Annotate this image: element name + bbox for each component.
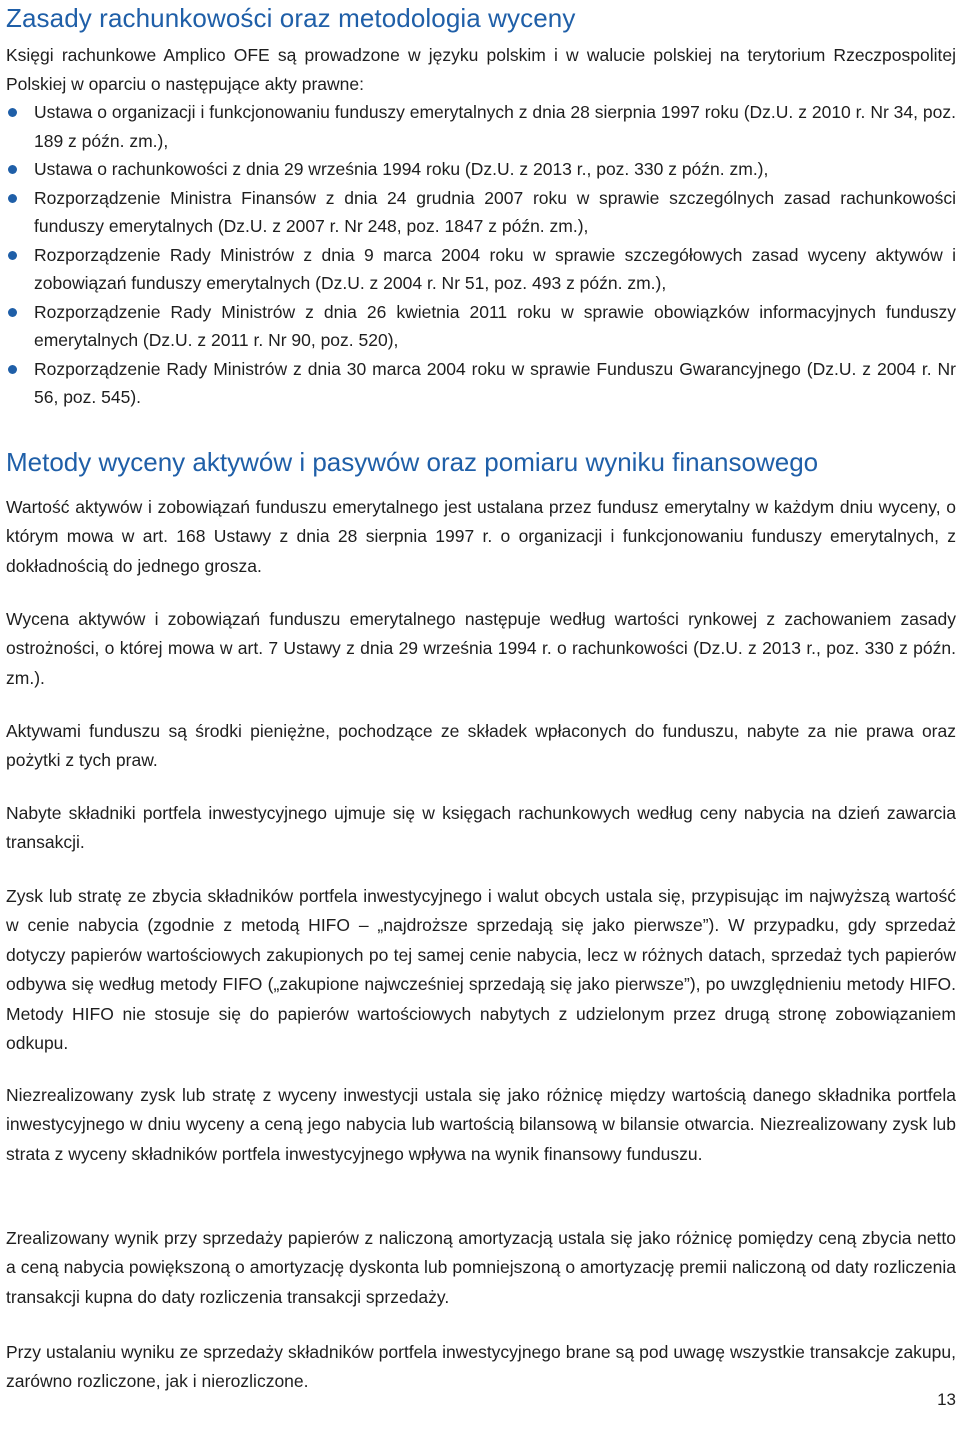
list-item	[6, 155, 956, 184]
list-item-text: Ustawa o organizacji i funkcjonowaniu funduszy emerytalnych z dnia 28 sierpnia 1997 roku (Dz.U. z 2010 r. Nr 34, poz. 189 z późn. zm.),	[34, 102, 956, 151]
list-item-text: Ustawa o rachunkowości z dnia 29 września 1994 roku (Dz.U. z 2013 r., poz. 330 z późn. zm.),	[34, 159, 769, 179]
paragraph-hifo-fifo: Zysk lub stratę ze zbycia składników portfela inwestycyjnego i walut obcych ustala się, przypisując im najwyższą wartość w cenie nabycia (zgodnie z metodą HIFO – „najdroższe sprzedają się jako pierwsze”). W przypadku, gdy sprzedaż dotyczy papierów wartościowych zakupionych po tej samej cenie nabycia, lecz w różnych datach, sprzedaż tych papierów odbywa się według metody FIFO („zakupione najwcześniej sprzedają się jako pierwsze”), po uwzględnieniu metody HIFO. Metody HIFO nie stosuje się do papierów wartościowych nabytych z udzielonym przez drugą stronę zobowiązaniem odkupu.	[6, 886, 956, 1054]
list-item	[6, 98, 956, 155]
bullet-icon	[8, 365, 17, 374]
legal-acts-list	[6, 98, 956, 412]
paragraph-acquired-components: Nabyte składniki portfela inwestycyjnego ujmuje się w księgach rachunkowych według ceny nabycia na dzień zawarcia transakcji.	[6, 803, 956, 853]
list-item-text: Rozporządzenie Ministra Finansów z dnia 24 grudnia 2007 roku w sprawie szczególnych zasad rachunkowości funduszy emerytalnych (Dz.U. z 2007 r. Nr 248, poz. 1847 z późn. zm.),	[34, 187, 956, 236]
bullet-icon	[8, 194, 17, 203]
list-item	[6, 241, 956, 298]
list-item	[6, 184, 956, 241]
intro-paragraph: Księgi rachunkowe Amplico OFE są prowadzone w języku polskim i w walucie polskiej na terytorium Rzeczpospolitej Polskiej w oparciu o następujące akty prawne:	[6, 45, 956, 94]
page-number: 13	[937, 1390, 956, 1409]
list-item-text: Rozporządzenie Rady Ministrów z dnia 9 marca 2004 roku w sprawie szczegółowych zasad wyceny aktywów i zobowiązań funduszy emerytalnych (Dz.U. z 2004 r. Nr 51, poz. 493 z późn. zm.),	[34, 244, 956, 293]
paragraph-unrealized-gain: Niezrealizowany zysk lub stratę z wyceny inwestycji ustala się jako różnicę między wartością danego składnika portfela inwestycyjnego w dniu wyceny a ceną jego nabycia lub wartością bilansową w bilansie otwarcia. Niezrealizowany zysk lub strata z wyceny składników portfela inwestycyjnego wpływa na wynik finansowy funduszu.	[6, 1085, 956, 1164]
bullet-icon	[8, 251, 17, 260]
list-item-text: Rozporządzenie Rady Ministrów z dnia 26 kwietnia 2011 roku w sprawie obowiązków informacyjnych funduszy emerytalnych (Dz.U. z 2011 r. Nr 90, poz. 520),	[34, 301, 956, 350]
paragraph-market-valuation: Wycena aktywów i zobowiązań funduszu emerytalnego następuje według wartości rynkowej z zachowaniem zasady ostrożności, o której mowa w art. 7 Ustawy z dnia 29 września 1994 r. o rachunkowości (Dz.U. z 2013 r., poz. 330 z późn. zm.).	[6, 609, 956, 688]
list-item	[6, 298, 956, 355]
section-title-valuation-methods: Metody wyceny aktywów i pasywów oraz pomiaru wyniku finansowego	[6, 447, 819, 477]
bullet-icon	[8, 108, 17, 117]
bullet-icon	[8, 308, 17, 317]
list-item-text: Rozporządzenie Rady Ministrów z dnia 30 marca 2004 roku w sprawie Funduszu Gwarancyjnego (Dz.U. z 2004 r. Nr 56, poz. 545).	[34, 358, 956, 407]
section-title-accounting-principles: Zasady rachunkowości oraz metodologia wyceny	[6, 3, 576, 33]
paragraph-fund-assets: Aktywami funduszu są środki pieniężne, pochodzące ze składek wpłaconych do funduszu, nabyte za nie prawa oraz pożytki z tych praw.	[6, 721, 956, 771]
paragraph-asset-value: Wartość aktywów i zobowiązań funduszu emerytalnego jest ustalana przez fundusz emerytalny w każdym dniu wyceny, o którym mowa w art. 168 Ustawy z dnia 28 sierpnia 1997 r. o organizacji i funkcjonowaniu funduszy emerytalnych, z dokładnością do jednego grosza.	[6, 497, 956, 576]
paragraph-sale-transactions: Przy ustalaniu wyniku ze sprzedaży składników portfela inwestycyjnego brane są pod uwagę wszystkie transakcje zakupu, zarówno rozliczone, jak i nierozliczone.	[6, 1342, 956, 1392]
bullet-icon	[8, 165, 17, 174]
paragraph-realized-result: Zrealizowany wynik przy sprzedaży papierów z naliczoną amortyzacją ustala się jako różnicę pomiędzy ceną zbycia netto a ceną nabycia powiększoną o amortyzację dyskonta lub pomniejszoną o amortyzację premii naliczoną od daty rozliczenia transakcji kupna do daty rozliczenia transakcji sprzedaży.	[6, 1228, 956, 1307]
list-item	[6, 355, 956, 412]
